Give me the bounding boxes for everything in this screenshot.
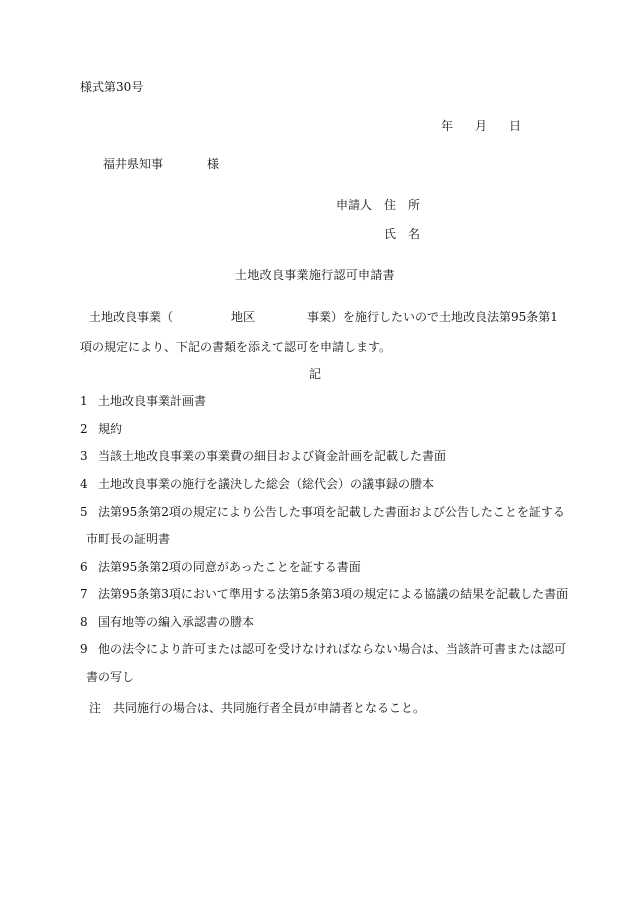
addressee-name: 福井県知事: [103, 157, 164, 171]
item-text: 規約: [98, 422, 123, 436]
item-text: 国有地等の編入承認書の謄本: [98, 615, 255, 629]
body-part-3: 事業）を施行したいので土地改良法第95条第1: [307, 310, 558, 324]
body-line-1: [89, 310, 558, 324]
list-item-9-continuation: 書の写し: [86, 670, 135, 684]
applicant-name-label: 氏 名: [384, 227, 421, 241]
date-month: 月: [475, 119, 488, 133]
form-number: 様式第30号: [80, 80, 144, 94]
item-number: 1: [80, 394, 88, 408]
date-line: [441, 119, 521, 133]
item-text: 土地改良事業の施行を議決した総会（総代会）の議事録の謄本: [98, 477, 435, 491]
list-item-5: [80, 505, 565, 519]
document-title: 土地改良事業施行認可申請書: [235, 268, 395, 282]
date-year: 年: [441, 119, 454, 133]
applicant-label: 申請人: [336, 198, 373, 212]
item-number: 5: [80, 505, 88, 519]
item-number: 4: [80, 477, 88, 491]
item-number: 6: [80, 560, 88, 574]
item-number: 2: [80, 422, 88, 436]
date-day: 日: [509, 119, 522, 133]
ki-heading: 記: [308, 367, 321, 381]
body-part-2: 地区: [231, 310, 256, 324]
list-item-8: [80, 615, 254, 629]
list-item-4: [80, 477, 434, 491]
applicant-address-label: 住 所: [384, 198, 421, 212]
list-item-6: [80, 560, 361, 574]
item-text: 土地改良事業計画書: [98, 394, 207, 408]
item-number: 3: [80, 449, 88, 463]
list-item-9: [80, 642, 566, 656]
addressee-honorific: 様: [207, 157, 220, 171]
body-line-2: 項の規定により、下記の書類を添えて認可を申請します。: [80, 340, 392, 354]
list-item-5-continuation: 市町長の証明書: [86, 532, 171, 546]
list-item-3: [80, 449, 446, 463]
note-text: 共同施行の場合は、共同施行者全員が申請者となること。: [113, 701, 426, 715]
item-number: 9: [80, 642, 88, 656]
item-text: 他の法令により許可または認可を受けなければならない場合は、当該許可書または認可: [98, 642, 567, 656]
list-item-1: [80, 394, 206, 408]
body-part-1: 土地改良事業（: [89, 310, 174, 324]
item-text: 法第95条第2項の同意があったことを証する書面: [98, 560, 361, 574]
item-text: 法第95条第3項において準用する法第5条第3項の規定による協議の結果を記載した書面: [98, 587, 569, 601]
item-number: 8: [80, 615, 88, 629]
item-number: 7: [80, 587, 88, 601]
item-text: 法第95条第2項の規定により公告した事項を記載した書面および公告したことを証する: [98, 505, 565, 519]
list-item-7: [80, 587, 568, 601]
item-text: 当該土地改良事業の事業費の細目および資金計画を記載した書面: [98, 449, 447, 463]
note-label: 注: [89, 701, 102, 715]
applicant-name-line: [336, 227, 420, 241]
note: [89, 701, 425, 715]
applicant-address-line: [336, 198, 420, 212]
list-item-2: [80, 422, 122, 436]
addressee: [103, 157, 219, 171]
